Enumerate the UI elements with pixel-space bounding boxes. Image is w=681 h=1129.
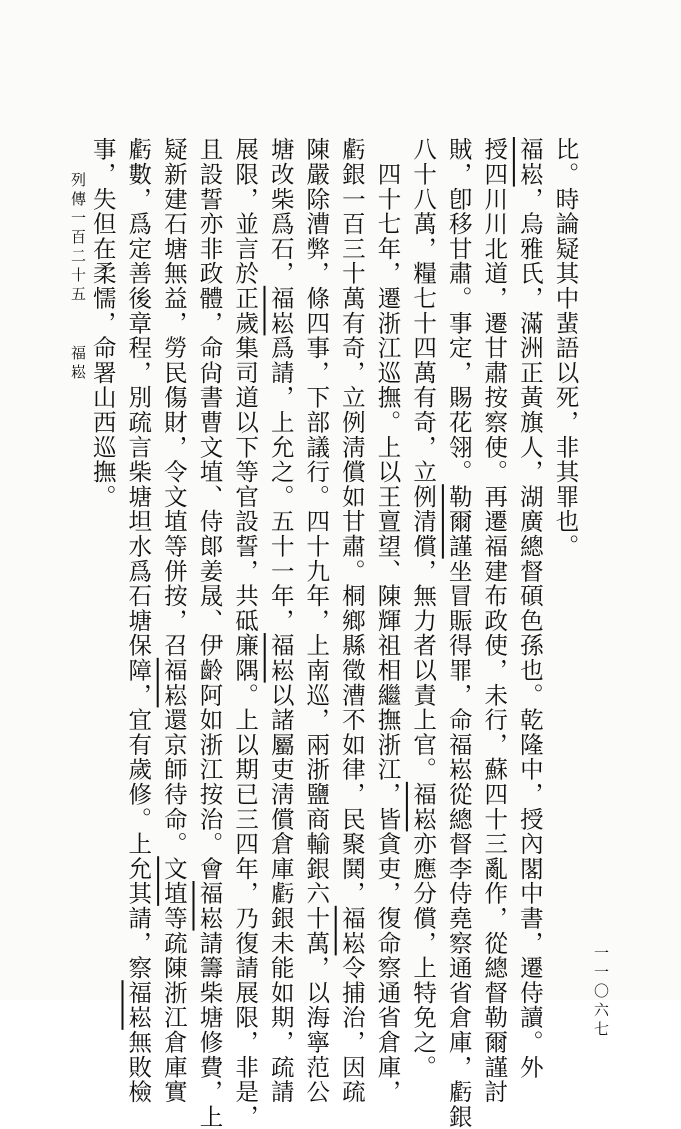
text-segment: 疑新建石塘無益，勞民傷財，令文埴等併按，召 xyxy=(159,137,188,658)
text-segment: 賊，卽移甘肅。事定，賜花翎。 xyxy=(444,137,473,485)
proper-name: 福崧 xyxy=(159,657,188,708)
proper-name: 福崧 xyxy=(124,980,153,1030)
text-column xyxy=(551,137,580,559)
text-column xyxy=(266,137,295,1105)
text-segment: 事，失但在柔懦，命署山西巡撫。 xyxy=(88,137,117,509)
text-segment: 陳嚴除漕弊，條四事，下部議行。四十九年，上南巡，兩浙鹽商輸銀六十萬，以海寧范公 xyxy=(302,137,331,1105)
proper-name: 福崧 xyxy=(266,285,295,336)
text-segment: 虧數，爲定善後章程，別疏言柴塘坦水爲石塘保障，宜有歲修。上允其請，察 xyxy=(124,137,153,981)
text-column xyxy=(195,137,224,1129)
text-segment: 以諸屬吏淸償倉庫虧銀未能如期，疏請 xyxy=(266,682,295,1105)
proper-name: 福崧 xyxy=(337,905,366,956)
page-number: 一一〇六七 xyxy=(592,945,610,1040)
text-column xyxy=(159,137,188,1105)
text-segment: 塘改柴爲石， xyxy=(266,137,295,286)
proper-name: 勒爾謹 xyxy=(444,484,473,559)
text-segment: 坐冒賑得罪，命福崧從總督李侍堯察通省倉庫，虧銀 xyxy=(444,558,473,1129)
text-segment: 無敗檢 xyxy=(124,1029,153,1105)
text-segment: ，烏雅氏，滿洲正黃旗人，湖廣總督碩色孫也。乾隆中，授內閣中書，遷侍讀。外 xyxy=(515,186,544,1080)
proper-name: 福崧 xyxy=(409,781,438,832)
text-segment: 八十八萬，糧七十四萬有奇，立例清償，無力者以責上官。 xyxy=(409,137,438,782)
proper-name: 福崧 xyxy=(195,881,224,931)
text-segment: 亦應分償，上特免之。 xyxy=(409,831,438,1080)
text-column xyxy=(409,137,438,1080)
text-segment: 虧銀一百三十萬有奇，立例淸償如甘肅。桐鄉縣徵漕不如律，民聚鬨， xyxy=(337,137,366,906)
proper-name: 福崧 xyxy=(515,137,544,187)
text-segment: 令捕治，因疏 xyxy=(337,955,366,1105)
text-segment: 四十七年，遷浙江巡撫。上以王亶望、陳輝祖相繼撫浙江，皆貪吏，復命察通省倉庫， xyxy=(373,137,402,1105)
text-column xyxy=(373,137,402,1105)
proper-name: 福崧 xyxy=(266,633,295,683)
running-header-name: 福崧 xyxy=(69,345,87,383)
text-column xyxy=(124,137,153,1105)
text-column xyxy=(231,137,260,1129)
running-header-chapter: 列傳一百二十五 xyxy=(69,172,87,305)
text-column xyxy=(444,137,473,1129)
text-segment: 且設誓亦非政體，命尙書曹文埴、侍郞姜晟、伊齡阿如浙江按治。會 xyxy=(195,137,224,881)
text-column xyxy=(480,137,509,1105)
text-segment: 展限，並言於正歲集司道以下等官設誓，共砥廉隅。上以期已三四年，乃復請展限，非是， xyxy=(231,137,260,1129)
text-column xyxy=(302,137,331,1105)
text-segment: 比。時論疑其中蜚語以死，非其罪也。 xyxy=(551,137,580,559)
text-column xyxy=(515,137,544,1080)
text-segment: 授四川川北道，遷甘肅按察使。再遷福建布政使，未行，蘇四十三亂作，從總督勒爾謹討 xyxy=(480,137,509,1105)
proper-name: 文埴 xyxy=(159,856,188,906)
text-segment: 還京師待命。 xyxy=(159,707,188,857)
text-column xyxy=(337,137,366,1105)
text-column xyxy=(88,137,117,509)
text-segment: 爲請，上允之。五十一年， xyxy=(266,335,295,634)
text-segment: 請籌柴塘修費，上 xyxy=(195,930,224,1129)
text-segment: 等疏陳浙江倉庫實 xyxy=(159,905,188,1105)
